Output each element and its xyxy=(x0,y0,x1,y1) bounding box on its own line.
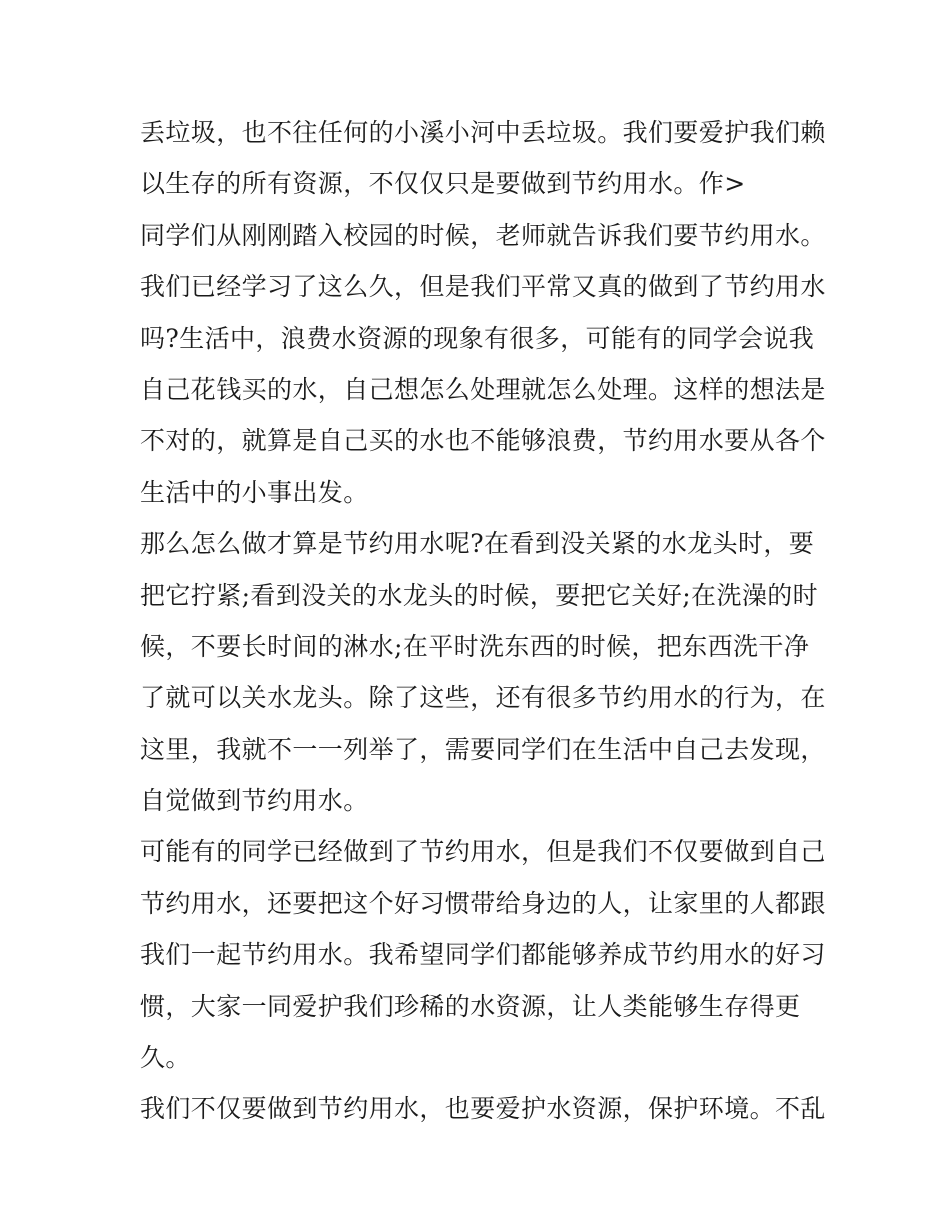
text-line: 那么怎么做才算是节约用水呢?在看到没关紧的水龙头时，要 xyxy=(140,529,815,559)
text-line: 同学们从刚刚踏入校园的时候，老师就告诉我们要节约用水。 xyxy=(140,220,826,250)
text-line: 丢垃圾，也不往任何的小溪小河中丢垃圾。我们要爱护我们赖 xyxy=(140,118,826,147)
text-line: 自觉做到节约用水。 xyxy=(140,786,369,816)
text-line: 吗?生活中，浪费水资源的现象有很多，可能有的同学会说我 xyxy=(140,323,815,353)
document-body xyxy=(140,107,826,1135)
text-line: 生活中的小事出发。 xyxy=(140,477,369,507)
text-line: 以生存的所有资源，不仅仅只是要做到节约用水。作> xyxy=(140,169,746,199)
text-line: 了就可以关水龙头。除了这些，还有很多节约用水的行为，在 xyxy=(140,683,826,713)
text-line: 节约用水，还要把这个好习惯带给身边的人，让家里的人都跟 xyxy=(140,888,826,918)
text-line: 这里，我就不一一列举了，需要同学们在生活中自己去发现， xyxy=(140,734,826,764)
text-line: 久。 xyxy=(140,1043,191,1073)
text-line: 自己花钱买的水，自己想怎么处理就怎么处理。这样的想法是 xyxy=(140,374,826,404)
text-line: 可能有的同学已经做到了节约用水，但是我们不仅要做到自己 xyxy=(140,837,826,867)
text-line: 我们已经学习了这么久，但是我们平常又真的做到了节约用水 xyxy=(140,272,826,302)
text-line: 我们不仅要做到节约用水，也要爱护水资源，保护环境。不乱 xyxy=(140,1094,826,1124)
text-line: 候，不要长时间的淋水;在平时洗东西的时候，把东西洗干净 xyxy=(140,631,810,661)
text-line: 不对的，就算是自己买的水也不能够浪费，节约用水要从各个 xyxy=(140,426,826,456)
text-line: 把它拧紧;看到没关的水龙头的时候，要把它关好;在洗澡的时 xyxy=(140,580,819,610)
text-line: 我们一起节约用水。我希望同学们都能够养成节约用水的好习 xyxy=(140,940,826,970)
text-line: 惯，大家一同爱护我们珍稀的水资源，让人类能够生存得更 xyxy=(140,991,801,1021)
